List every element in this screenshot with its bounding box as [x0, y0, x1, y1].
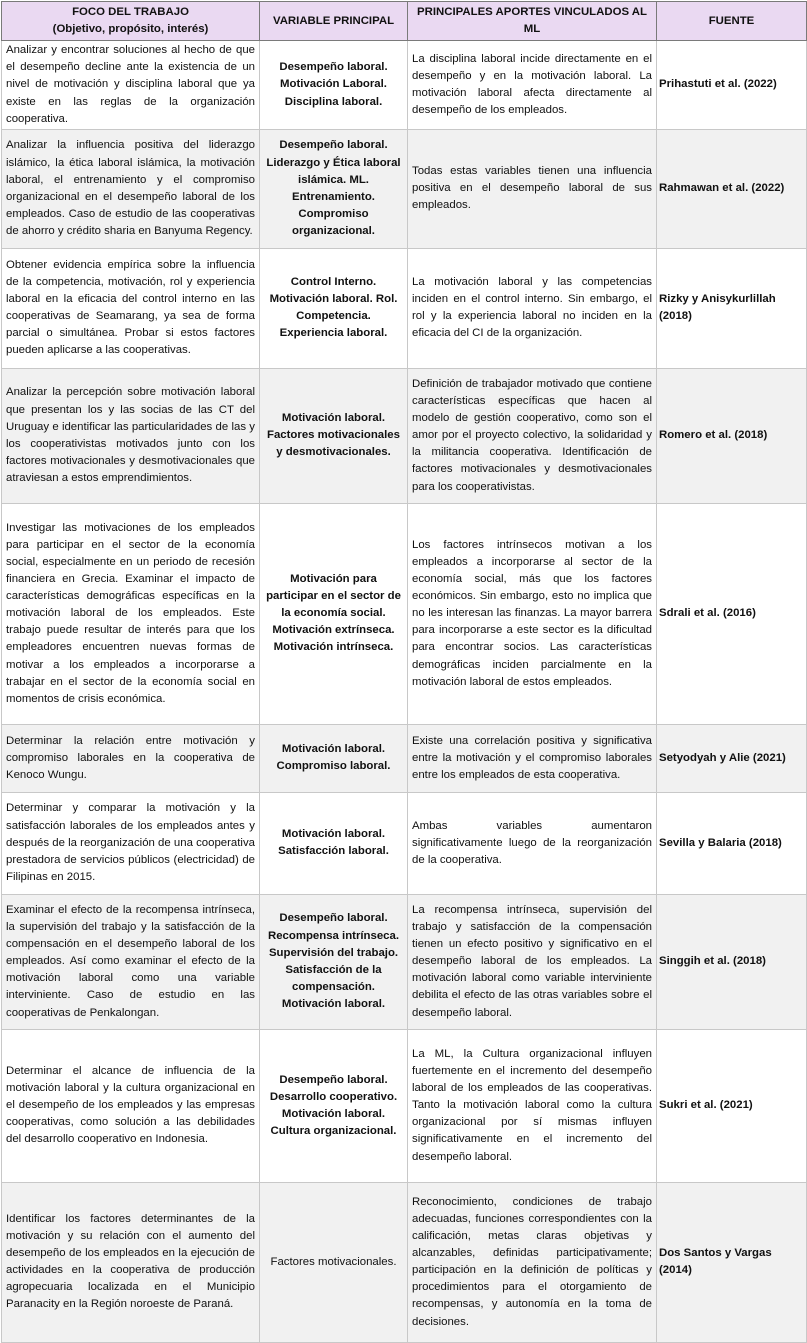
aportes-cell: Los factores intrínsecos motivan a los empleados a incorporarse al sector de la economía social, más que los factores económicos. Sin embargo, esto no implica que no les interesan las finanzas. La mayor barrera para incorporarse a este sector es la dificultad para encontrar socios. Las características demográficas inciden parcialmente en la motivación laboral de estos empleados.: [408, 503, 657, 724]
fuente-cell: Rahmawan et al. (2022): [657, 129, 807, 248]
aportes-cell: La motivación laboral y las competencias inciden en el control interno. Sin embargo, el rol y la experiencia laboral no inciden en la eficacia del CI de la organización.: [408, 248, 657, 368]
variable-cell: Factores motivacionales.: [260, 1182, 408, 1342]
foco-cell: Analizar la percepción sobre motivación laboral que presentan los y las socias de las CT del Uruguay e identificar las particularidades de las y los cooperativistas motivados junto con los factores motivacionales y desmotivacionales que atraviesan a estos emprendimientos.: [2, 368, 260, 503]
aportes-cell: La recompensa intrínseca, supervisión del trabajo y satisfacción de la compensación tienen un efecto positivo y significativo en el desempeño laboral de los empleados. La motivación laboral como variable interviniente debilita el efecto de las otras variables sobre el desempeño laboral.: [408, 894, 657, 1029]
foco-cell: Obtener evidencia empírica sobre la influencia de la competencia, motivación, rol y experiencia laboral en la eficacia del control interno en las cooperativas de Seamarang, ya sea de forma parcial o simultánea. Probar si estos factores pueden aplicarse a las cooperativas.: [2, 248, 260, 368]
foco-cell: Identificar los factores determinantes de la motivación y su relación con el aumento del desempeño de los empleados en la ejecución de actividades en la cooperativa de producción agropecuaria localizada en el Municipio Paranacity en la Región noroeste de Paraná.: [2, 1182, 260, 1342]
foco-cell: Analizar y encontrar soluciones al hecho de que el desempeño decline ante la existencia de un nivel de motivación y disciplina laboral que ya existe en las reglas de la organización cooperativa.: [2, 41, 260, 130]
variable-cell: Motivación laboral. Factores motivacionales y desmotivacionales.: [260, 368, 408, 503]
table-row: [2, 503, 807, 724]
variable-cell: Control Interno. Motivación laboral. Rol. Competencia. Experiencia laboral.: [260, 248, 408, 368]
aportes-cell: Definición de trabajador motivado que contiene características específicas que hacen al modelo de gestión cooperativo, como son el amor por el proyecto colectivo, la solidaridad y la militancia cooperativa. Identificación de factores motivacionales y desmotivacionales para los cooperativistas.: [408, 368, 657, 503]
foco-cell: Analizar la influencia positiva del liderazgo islámico, la ética laboral islámica, la motivación laboral, el entrenamiento y el compromiso organizacional en el desempeño laboral de los empleados. Caso de estudio de las cooperativas de ahorro y crédito sharia en Banyuma Regency.: [2, 129, 260, 248]
aportes-cell: Reconocimiento, condiciones de trabajo adecuadas, funciones correspondientes con la calificación, metas claras objetivas y alcanzables, definidas participativamente; participación en la definición de políticas y procedimientos para el otorgamiento de recompensas, y autonomía en la toma de decisiones.: [408, 1182, 657, 1342]
fuente-cell: Setyodyah y Alie (2021): [657, 724, 807, 792]
table-row: [2, 248, 807, 368]
aportes-cell: Ambas variables aumentaron significativamente luego de la reorganización de la cooperativa.: [408, 792, 657, 894]
variable-cell: Motivación laboral. Satisfacción laboral.: [260, 792, 408, 894]
variable-cell: Desempeño laboral. Recompensa intrínseca. Supervisión del trabajo. Satisfacción de la compensación. Motivación laboral.: [260, 894, 408, 1029]
fuente-cell: Sukri et al. (2021): [657, 1029, 807, 1182]
fuente-cell: Romero et al. (2018): [657, 368, 807, 503]
table-row: [2, 41, 807, 130]
variable-cell: Motivación para participar en el sector de la economía social. Motivación extrínseca. Motivación intrínseca.: [260, 503, 408, 724]
header-row: [2, 2, 807, 41]
header-aportes: PRINCIPALES APORTES VINCULADOS AL ML: [408, 2, 657, 41]
table-row: [2, 368, 807, 503]
header-foco-title: FOCO DEL TRABAJO: [72, 6, 189, 18]
variable-cell: Desempeño laboral. Liderazgo y Ética laboral islámica. ML. Entrenamiento. Compromiso organizacional.: [260, 129, 408, 248]
foco-cell: Examinar el efecto de la recompensa intrínseca, la supervisión del trabajo y la satisfacción de la compensación en el desempeño laboral de los empleados. Así como examinar el efecto de la motivación laboral como una variable interviniente. Caso de estudio en las cooperativas de Penkalongan.: [2, 894, 260, 1029]
fuente-cell: Sdrali et al. (2016): [657, 503, 807, 724]
header-foco: [2, 2, 260, 41]
fuente-cell: Rizky y Anisykurlillah (2018): [657, 248, 807, 368]
foco-cell: Determinar el alcance de influencia de la motivación laboral y la cultura organizacional en el desempeño de los empleados y las empresas cooperativas, como solución a las debilidades del desarrollo cooperativo en Indonesia.: [2, 1029, 260, 1182]
header-foco-subtitle: (Objetivo, propósito, interés): [52, 23, 209, 36]
literature-review-table: [1, 1, 807, 1343]
table-row: [2, 724, 807, 792]
aportes-cell: Todas estas variables tienen una influencia positiva en el desempeño laboral de sus empleados.: [408, 129, 657, 248]
fuente-cell: Dos Santos y Vargas (2014): [657, 1182, 807, 1342]
table-row: [2, 1029, 807, 1182]
variable-cell: Desempeño laboral. Desarrollo cooperativo. Motivación laboral. Cultura organizacional.: [260, 1029, 408, 1182]
fuente-cell: Sevilla y Balaria (2018): [657, 792, 807, 894]
header-fuente: FUENTE: [657, 2, 807, 41]
aportes-cell: La disciplina laboral incide directamente en el desempeño y en la motivación laboral. La motivación laboral afecta directamente al desempeño de los empleados.: [408, 41, 657, 130]
foco-cell: Investigar las motivaciones de los empleados para participar en el sector de la economía social, especialmente en un periodo de recesión financiera en Grecia. Examinar el impacto de características demográficas específicas en la motivación laboral de los empleados. Este trabajo puede resultar de interés para que los empleadores encuentren nuevas formas de motivar a los empleados a incorporarse a trabajar en el sector de la economía social en momentos de crisis económica.: [2, 503, 260, 724]
variable-cell: Motivación laboral. Compromiso laboral.: [260, 724, 408, 792]
aportes-cell: Existe una correlación positiva y significativa entre la motivación y el compromiso laborales entre los empleados de esta cooperativa.: [408, 724, 657, 792]
table-row: [2, 129, 807, 248]
foco-cell: Determinar la relación entre motivación y compromiso laborales en la cooperativa de Kenoco Wungu.: [2, 724, 260, 792]
table-row: [2, 792, 807, 894]
variable-cell: Desempeño laboral. Motivación Laboral. Disciplina laboral.: [260, 41, 408, 130]
table-row: [2, 1182, 807, 1342]
fuente-cell: Singgih et al. (2018): [657, 894, 807, 1029]
table-row: [2, 894, 807, 1029]
foco-cell: Determinar y comparar la motivación y la satisfacción laborales de los empleados antes y después de la reorganización de una cooperativa prestadora de servicios públicos (electricidad) de Filipinas en 2015.: [2, 792, 260, 894]
aportes-cell: La ML, la Cultura organizacional influyen fuertemente en el incremento del desempeño laboral de los empleados de las cooperativas. Tanto la motivación laboral como la cultura organizacional por sí mismas influyen significativamente en el incremento del desempeño laboral.: [408, 1029, 657, 1182]
header-variable: VARIABLE PRINCIPAL: [260, 2, 408, 41]
fuente-cell: Prihastuti et al. (2022): [657, 41, 807, 130]
